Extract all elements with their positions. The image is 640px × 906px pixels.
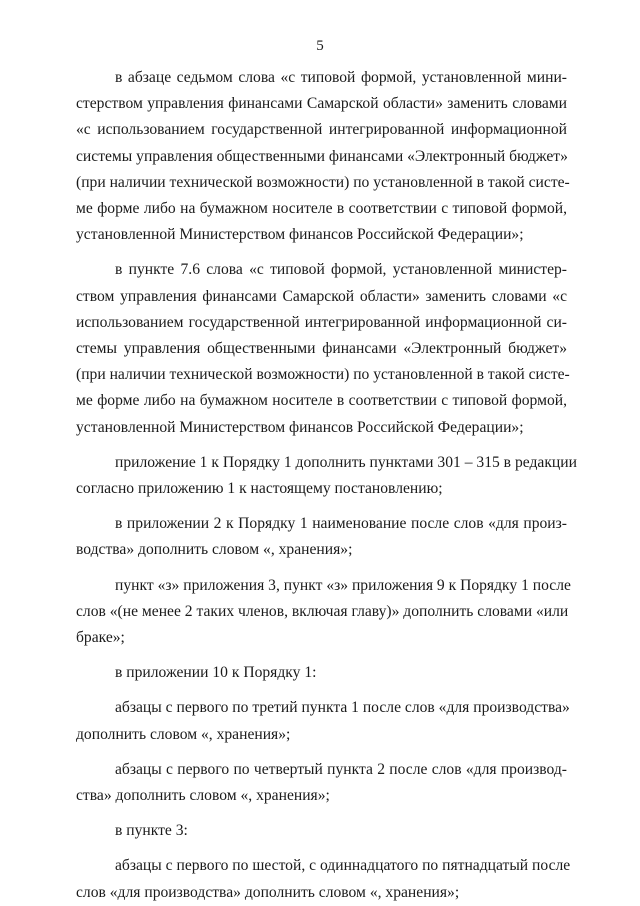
text-line: слов «для производства» дополнить словом «, хранения»;: [76, 883, 460, 901]
text-line: в приложении 10 к Порядку 1:: [115, 664, 317, 682]
text-line: пункт «з» приложения 3, пункт «з» приложения 9 к Порядку 1 после: [115, 576, 571, 594]
text-line: в пункте 3:: [115, 822, 188, 840]
text-line: (при наличии технической возможности) по установленной в такой систе-: [76, 366, 570, 384]
text-line: использованием государственной интегрированной информационной си-: [76, 313, 567, 331]
paragraph: [76, 65, 570, 248]
paragraph: [76, 757, 567, 809]
paragraph: [76, 695, 570, 747]
paragraph: [76, 450, 577, 502]
text-line: стемы управления общественными финансами «Электронный бюджет»: [76, 340, 567, 358]
text-line: согласно приложению 1 к настоящему постановлению;: [76, 480, 443, 498]
text-line: дополнить словом «, хранения»;: [76, 725, 291, 743]
text-line: ме форме либо на бумажном носителе в соответствии с типовой формой,: [76, 200, 567, 218]
page-number: 5: [316, 38, 324, 54]
paragraph: [76, 257, 570, 440]
text-line: системы управления общественными финансами «Электронный бюджет»: [76, 147, 568, 165]
text-line: установленной Министерством финансов Российской Федерации»;: [76, 226, 524, 244]
text-line: (при наличии технической возможности) по установленной в такой систе-: [76, 173, 570, 191]
paragraph: [76, 818, 567, 844]
text-line: слов «(не менее 2 таких членов, включая главу)» дополнить словами «или: [76, 602, 569, 620]
text-line: стерством управления финансами Самарской области» заменить словами: [76, 95, 567, 113]
text-line: браке»;: [76, 629, 125, 647]
text-line: в приложении 2 к Порядку 1 наименование после слов «для произ-: [115, 515, 567, 533]
paragraph: [76, 511, 567, 563]
text-line: приложение 1 к Порядку 1 дополнить пунктами 301 – 315 в редакции: [115, 453, 577, 471]
text-line: ством управления финансами Самарской области» заменить словами «с: [76, 287, 567, 305]
text-line: «с использованием государственной интегрированной информационной: [76, 121, 567, 139]
paragraph: [76, 853, 571, 905]
text-line: абзацы с первого по четвертый пункта 2 после слов «для производ-: [115, 760, 567, 778]
paragraph: [76, 573, 571, 652]
paragraph: [76, 660, 567, 686]
text-line: ме форме либо на бумажном носителе в соответствии с типовой формой,: [76, 392, 567, 410]
text-line: абзацы с первого по шестой, с одиннадцатого по пятнадцатый после: [115, 857, 571, 875]
text-line: в абзаце седьмом слова «с типовой формой, установленной мини-: [115, 69, 567, 86]
text-line: ства» дополнить словом «, хранения»;: [76, 787, 330, 805]
text-line: в пункте 7.6 слова «с типовой формой, установленной министер-: [115, 261, 567, 279]
document-body: [76, 65, 577, 906]
text-line: абзацы с первого по третий пункта 1 после слов «для производства»: [115, 699, 570, 717]
text-line: водства» дополнить словом «, хранения»;: [76, 541, 353, 559]
text-line: установленной Министерством финансов Российской Федерации»;: [76, 418, 524, 436]
